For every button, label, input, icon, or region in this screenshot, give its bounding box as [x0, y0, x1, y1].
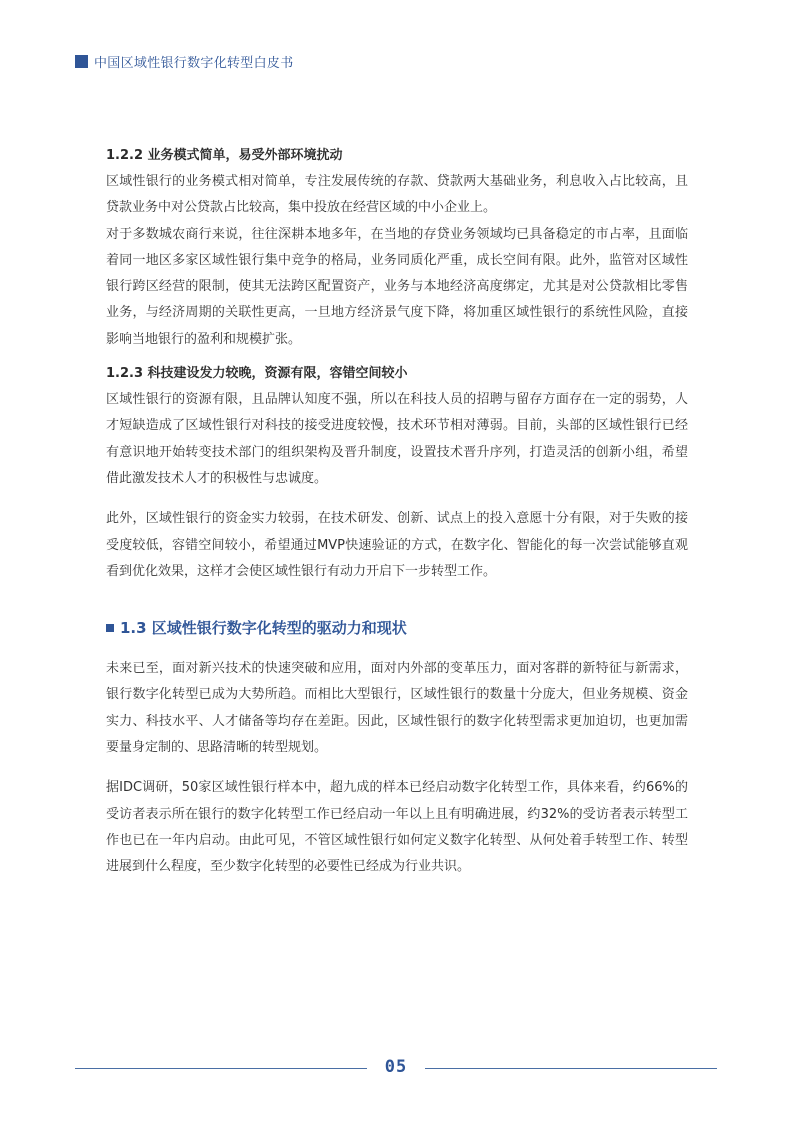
paragraph: 对于多数城农商行来说，往往深耕本地多年，在当地的存贷业务领域均已具备稳定的市占率，且面临着同一地区多家区域性银行集中竞争的格局，业务同质化严重，成长空间有限。此外，监管对区域性银行跨区经营的限制，使其无法跨区配置资产，业务与本地经济高度绑定，尤其是对公贷款相比零售业务，与经济周期的关联性更高，一旦地方经济景气度下降，将加重区域性银行的系统性风险，直接影响当地银行的盈利和规模扩张。: [106, 226, 688, 347]
page-footer: [75, 1058, 717, 1078]
heading-1-2-2: 1.2.2 业务模式简单，易受外部环境扰动: [106, 148, 343, 163]
page-header: [75, 52, 294, 71]
paragraph: 区域性银行的业务模式相对简单，专注发展传统的存款、贷款两大基础业务，利息收入占比较高，且贷款业务中对公贷款占比较高，集中投放在经营区域的中小企业上。: [106, 174, 688, 216]
footer-divider-left: [75, 1068, 367, 1069]
paragraph: 区域性银行的资源有限，且品牌认知度不强，所以在科技人员的招聘与留存方面存在一定的弱势，人才短缺造成了区域性银行对科技的接受进度较慢，技术环节相对薄弱。目前，头部的区域性银行已经有意识地开始转变技术部门的组织架构及晋升制度，设置技术晋升序列，打造灵活的创新小组，希望借此激发技术人才的积极性与忠诚度。: [106, 392, 688, 486]
footer-divider-right: [425, 1068, 717, 1069]
section-title: 1.3 区域性银行数字化转型的驱动力和现状: [120, 619, 407, 638]
section-heading-1-3: [106, 617, 688, 638]
heading-1-2-3: 1.2.3 科技建设发力较晚，资源有限，容错空间较小: [106, 366, 408, 382]
header-square-icon: [75, 55, 88, 68]
paragraph: 未来已至，面对新兴技术的快速突破和应用，面对内外部的变革压力，面对客群的新特征与新需求，银行数字化转型已成为大势所趋。而相比大型银行，区域性银行的数量十分庞大，但业务规模、资金实力、科技水平、人才储备等均存在差距。因此，区域性银行的数字化转型需求更加迫切，也更加需要量身定制的、思路清晰的转型规划。: [106, 661, 688, 756]
page-number: 05: [384, 1057, 408, 1077]
paragraph: 此外，区域性银行的资金实力较弱，在技术研发、创新、试点上的投入意愿十分有限，对于失败的接受度较低，容错空间较小，希望通过MVP快速验证的方式，在数字化、智能化的每一次尝试能够直观看到优化效果，这样才会使区域性银行有动力开启下一步转型工作。: [106, 511, 688, 579]
section-square-icon: [106, 624, 114, 632]
paragraph: 据IDC调研，50家区域性银行样本中，超九成的样本已经启动数字化转型工作，具体来看，约66%的受访者表示所在银行的数字化转型工作已经启动一年以上且有明确进展，约32%的受访者表示转型工作也已在一年内启动。由此可见，不管区域性银行如何定义数字化转型、从何处着手转型工作、转型进展到什么程度，至少数字化转型的必要性已经成为行业共识。: [106, 780, 688, 875]
document-title: 中国区域性银行数字化转型白皮书: [94, 56, 294, 71]
main-content: [106, 143, 688, 881]
